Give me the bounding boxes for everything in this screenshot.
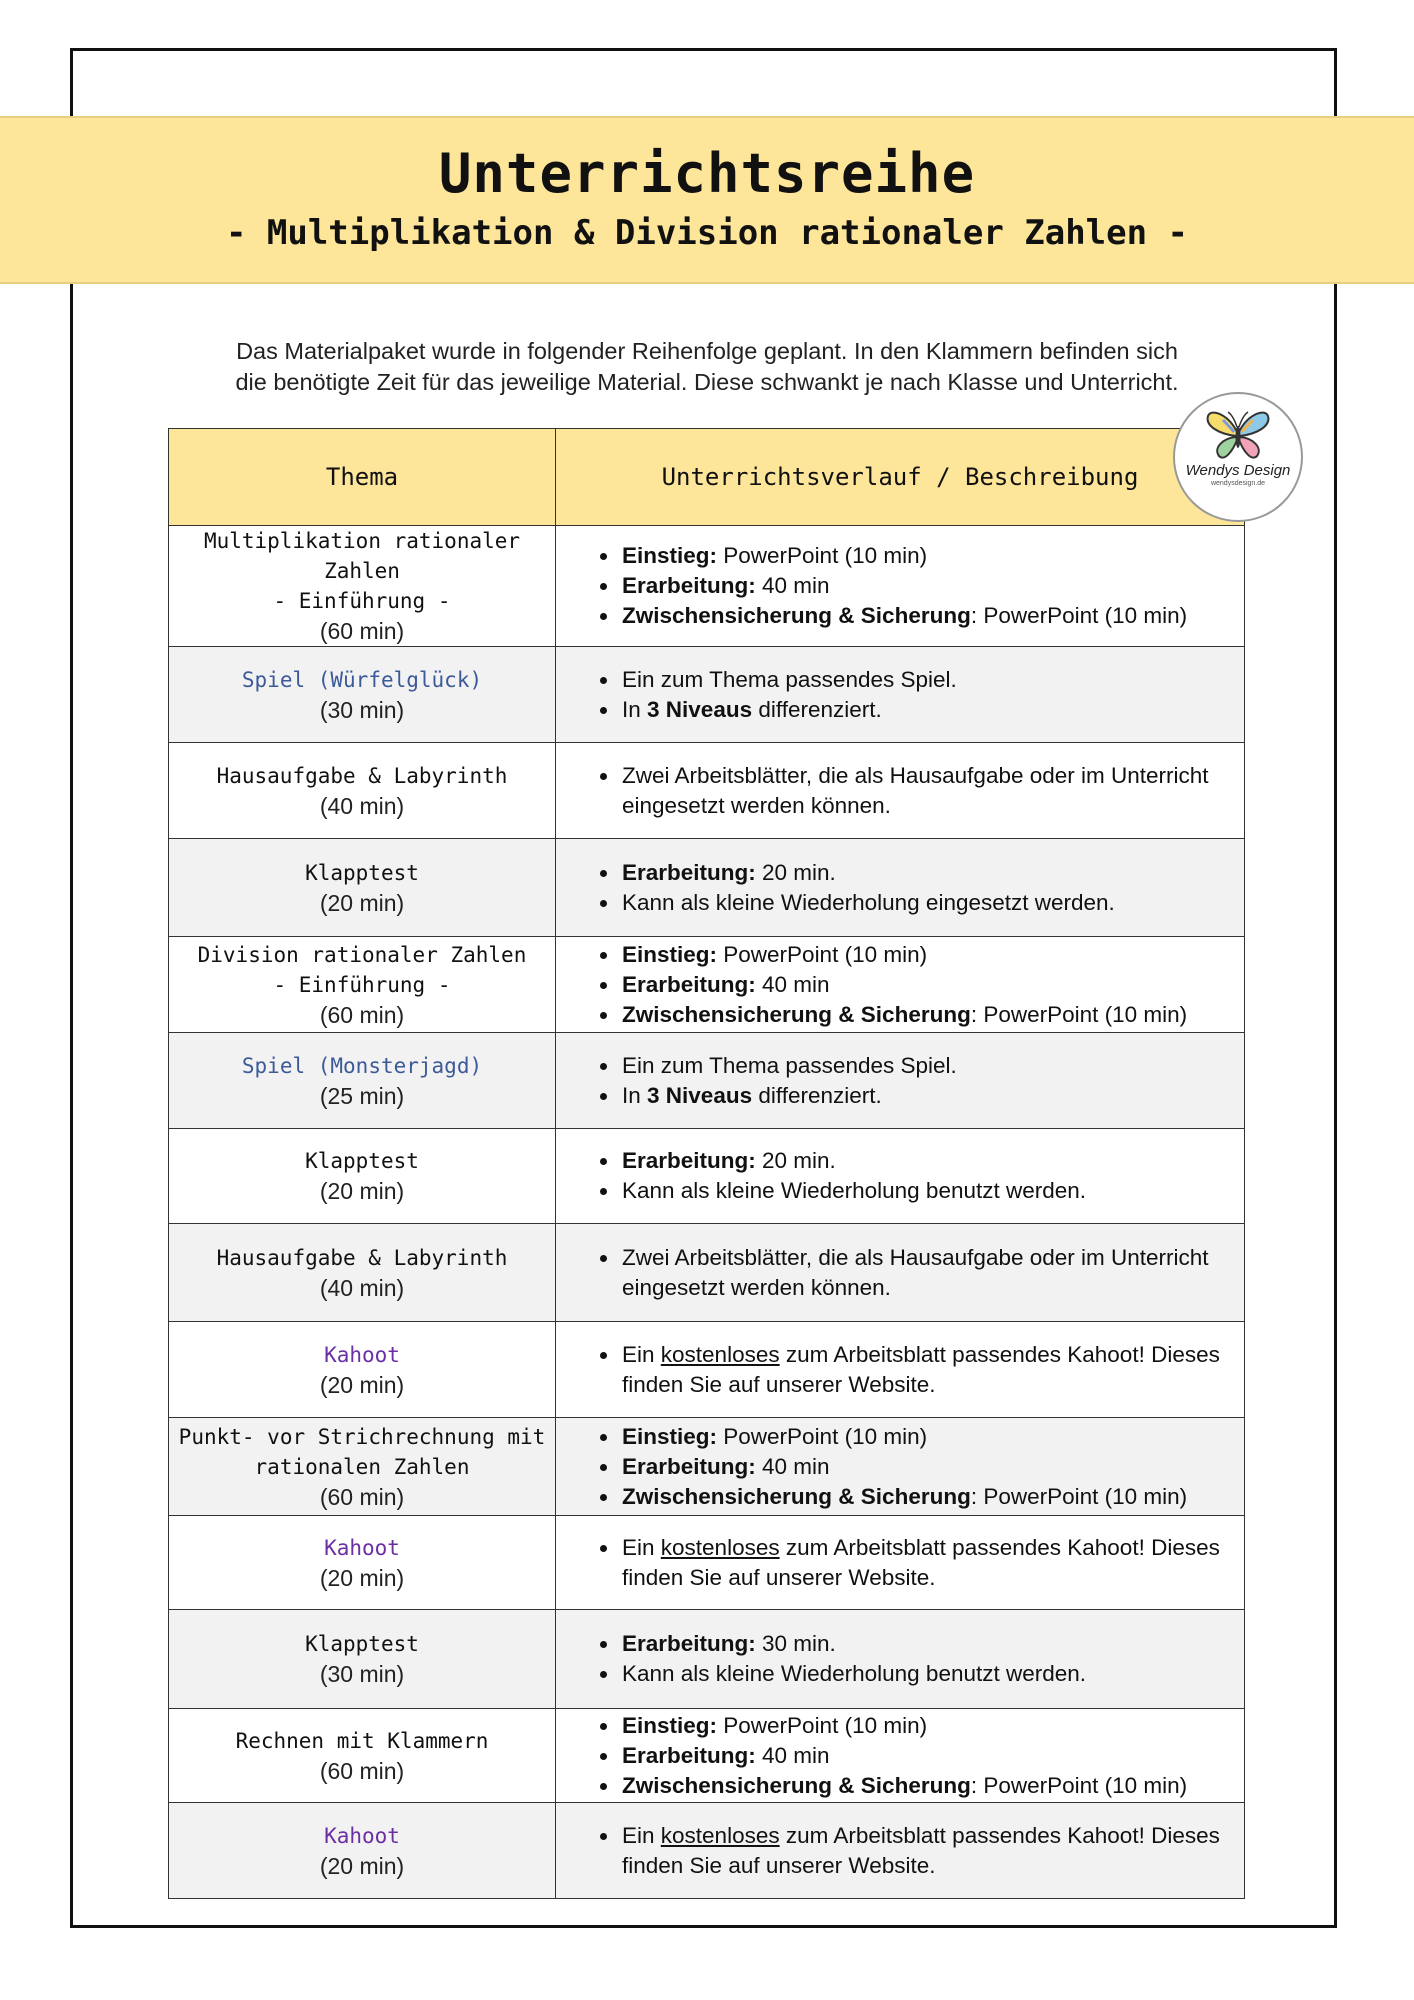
item-label: Einstieg:: [622, 1712, 718, 1738]
item-label: Zwischensicherung & Sicherung: [622, 1001, 971, 1027]
item-label: Zwischensicherung & Sicherung: [622, 603, 971, 628]
item-emphasis: kostenloses: [660, 1534, 780, 1560]
topic-line: - Einführung -: [273, 972, 451, 997]
topic-text: [169, 1533, 555, 1593]
description-item: [620, 1176, 1244, 1206]
item-label: Einstieg:: [622, 543, 718, 568]
topic-line: Kahoot: [324, 1342, 400, 1367]
description-list: [556, 1821, 1244, 1881]
table-body: [169, 526, 1245, 1899]
intro-text: [140, 336, 1274, 398]
description-cell: [556, 1610, 1245, 1709]
description-list: [556, 1533, 1244, 1593]
table-row: [169, 1803, 1245, 1899]
description-list: [556, 541, 1244, 631]
description-list: [556, 1051, 1244, 1111]
topic-cell: [169, 743, 556, 839]
table-header-row: [169, 429, 1245, 526]
description-item: [620, 541, 1244, 571]
description-cell: [556, 1129, 1245, 1224]
description-cell: [556, 1516, 1245, 1610]
description-item: [620, 1771, 1244, 1801]
description-list: [556, 1340, 1244, 1400]
description-list: [556, 858, 1244, 918]
item-text: : PowerPoint (10 min): [970, 1483, 1188, 1509]
item-label: Zwischensicherung & Sicherung: [622, 1772, 971, 1798]
item-text: 40 min: [755, 971, 830, 997]
item-label: Einstieg:: [622, 941, 718, 967]
item-text: : PowerPoint (10 min): [970, 603, 1188, 628]
item-label: 3 Niveaus: [647, 696, 753, 722]
description-item: [620, 761, 1244, 821]
description-item: [620, 665, 1244, 695]
topic-text: [169, 858, 555, 918]
topic-duration: (60 min): [319, 618, 405, 644]
topic-line: Multiplikation rationaler Zahlen: [203, 529, 521, 583]
table-row: [169, 743, 1245, 839]
description-cell: [556, 1224, 1245, 1322]
table-row: [169, 1322, 1245, 1418]
description-list: [556, 665, 1244, 725]
table-row: [169, 1610, 1245, 1709]
description-item: [620, 1741, 1244, 1771]
logo-name: Wendys Design: [1185, 462, 1291, 479]
description-cell: [556, 1418, 1245, 1516]
topic-duration: (40 min): [319, 792, 405, 819]
topic-duration: (40 min): [319, 1274, 405, 1301]
topic-duration: (25 min): [319, 1082, 405, 1109]
topic-duration: (60 min): [319, 1757, 405, 1784]
topic-duration: (60 min): [319, 1001, 405, 1028]
item-text: 40 min: [755, 573, 830, 598]
item-text: 30 min.: [755, 1631, 836, 1656]
topic-line: Spiel (Monsterjagd): [241, 1053, 483, 1078]
column-header-topic: Thema: [169, 429, 556, 526]
description-cell: [556, 743, 1245, 839]
topic-line: Rechnen mit Klammern: [235, 1728, 489, 1753]
table-row: [169, 839, 1245, 937]
item-label: Erarbeitung:: [622, 1453, 756, 1479]
item-text: : PowerPoint (10 min): [970, 1772, 1188, 1798]
topic-duration: (30 min): [319, 696, 405, 723]
description-cell: [556, 1709, 1245, 1803]
description-item: [620, 1452, 1244, 1482]
description-list: [556, 1422, 1244, 1512]
topic-line: Klapptest: [305, 1632, 419, 1656]
description-item: [620, 1340, 1244, 1400]
lesson-plan-table: [168, 428, 1245, 1899]
description-list: [556, 761, 1244, 821]
item-text: Zwei Arbeitsblätter, die als Hausaufgabe oder im Unterricht eingesetzt werden können.: [622, 1244, 1209, 1300]
item-text: 20 min.: [755, 1148, 836, 1173]
topic-cell: [169, 839, 556, 937]
topic-text: [169, 1146, 555, 1206]
topic-line: Division rationaler Zahlen: [197, 942, 527, 967]
description-item: [620, 888, 1244, 918]
description-item: [620, 940, 1244, 970]
table-row: [169, 1516, 1245, 1610]
item-text: zum Arbeitsblatt passendes Kahoot! Dieses finden Sie auf unserer Website.: [622, 1822, 1220, 1878]
topic-text: [169, 1726, 555, 1786]
topic-text: [169, 1340, 555, 1400]
topic-line: - Einführung -: [273, 589, 451, 613]
description-list: [556, 1243, 1244, 1303]
item-label: Erarbeitung:: [622, 1148, 756, 1173]
topic-cell: [169, 1516, 556, 1610]
topic-text: [169, 761, 555, 821]
description-list: [556, 940, 1244, 1030]
item-prefix: In: [622, 1082, 648, 1108]
intro-line: die benötigte Zeit für das jeweilige Material. Diese schwankt je nach Klasse und Unterricht.: [235, 369, 1179, 395]
item-text: Zwei Arbeitsblätter, die als Hausaufgabe oder im Unterricht eingesetzt werden können.: [622, 762, 1209, 818]
item-label: Erarbeitung:: [622, 1631, 756, 1656]
title-banner: [0, 116, 1414, 284]
topic-cell: [169, 1129, 556, 1224]
item-emphasis: kostenloses: [660, 1822, 780, 1848]
topic-line: Klapptest: [305, 1149, 419, 1173]
table-row: [169, 526, 1245, 647]
description-cell: [556, 1803, 1245, 1899]
table-row: [169, 1129, 1245, 1224]
topic-text: [169, 1243, 555, 1303]
description-item: [620, 1629, 1244, 1659]
topic-cell: [169, 1610, 556, 1709]
topic-duration: (20 min): [319, 1564, 405, 1591]
topic-duration: (60 min): [319, 1483, 405, 1510]
topic-duration: (30 min): [319, 1661, 405, 1687]
topic-text: [169, 940, 555, 1030]
item-text: zum Arbeitsblatt passendes Kahoot! Dieses finden Sie auf unserer Website.: [622, 1534, 1220, 1590]
topic-duration: (20 min): [319, 1178, 405, 1204]
description-cell: [556, 839, 1245, 937]
description-cell: [556, 526, 1245, 647]
item-prefix: Ein: [622, 1822, 661, 1848]
topic-line: rationalen Zahlen: [254, 1454, 470, 1479]
item-text: 40 min: [755, 1742, 830, 1768]
item-prefix: Ein: [622, 1341, 661, 1367]
description-item: [620, 858, 1244, 888]
item-label: Erarbeitung:: [622, 573, 756, 598]
item-text: Kann als kleine Wiederholung benutzt werden.: [622, 1661, 1087, 1686]
description-list: [556, 1711, 1244, 1801]
topic-cell: [169, 526, 556, 647]
topic-line: Hausaufgabe & Labyrinth: [216, 1245, 508, 1270]
description-list: [556, 1146, 1244, 1206]
topic-cell: [169, 1418, 556, 1516]
intro-line: Das Materialpaket wurde in folgender Reihenfolge geplant. In den Klammern befinden sich: [236, 338, 1178, 364]
item-text: PowerPoint (10 min): [717, 543, 928, 568]
page-subtitle: - Multiplikation & Division rationaler Zahlen -: [225, 213, 1189, 253]
description-item: [620, 1711, 1244, 1741]
item-emphasis: kostenloses: [660, 1341, 780, 1367]
description-cell: [556, 647, 1245, 743]
item-text: Kann als kleine Wiederholung benutzt werden.: [622, 1178, 1087, 1203]
column-header-description: Unterrichtsverlauf / Beschreibung: [556, 429, 1245, 526]
topic-cell: [169, 1322, 556, 1418]
topic-line: Klapptest: [305, 860, 419, 885]
item-prefix: Ein: [622, 1534, 661, 1560]
topic-duration: (20 min): [319, 1371, 405, 1398]
item-label: Erarbeitung:: [622, 971, 756, 997]
topic-cell: [169, 937, 556, 1033]
description-item: [620, 695, 1244, 725]
topic-cell: [169, 1033, 556, 1129]
topic-text: [169, 665, 555, 725]
table-row: [169, 647, 1245, 743]
description-cell: [556, 937, 1245, 1033]
topic-cell: [169, 1709, 556, 1803]
item-text: differenziert.: [752, 1082, 882, 1108]
description-item: [620, 1422, 1244, 1452]
logo-url: wendysdesign.de: [1210, 480, 1266, 487]
item-text: PowerPoint (10 min): [717, 941, 928, 967]
table-row: [169, 1709, 1245, 1803]
description-cell: [556, 1322, 1245, 1418]
item-prefix: In: [622, 696, 648, 722]
item-label: Erarbeitung:: [622, 1742, 756, 1768]
table-row: [169, 1033, 1245, 1129]
topic-duration: (20 min): [319, 1852, 405, 1879]
description-item: [620, 970, 1244, 1000]
item-text: PowerPoint (10 min): [717, 1712, 928, 1738]
item-text: Ein zum Thema passendes Spiel.: [622, 666, 957, 692]
topic-cell: [169, 1803, 556, 1899]
description-item: [620, 571, 1244, 601]
topic-line: Kahoot: [324, 1535, 400, 1560]
butterfly-icon: [1203, 406, 1273, 464]
topic-text: [169, 1629, 555, 1689]
description-item: [620, 1533, 1244, 1593]
item-label: Erarbeitung:: [622, 859, 756, 885]
description-item: [620, 1659, 1244, 1689]
description-item: [620, 1000, 1244, 1030]
topic-text: [169, 1821, 555, 1881]
item-label: Zwischensicherung & Sicherung: [622, 1483, 971, 1509]
brand-logo: [1173, 392, 1303, 522]
topic-line: Punkt- vor Strichrechnung mit: [178, 1424, 546, 1449]
description-cell: [556, 1033, 1245, 1129]
topic-line: Kahoot: [324, 1823, 400, 1848]
table-row: [169, 1224, 1245, 1322]
table-row: [169, 1418, 1245, 1516]
item-text: Ein zum Thema passendes Spiel.: [622, 1052, 957, 1078]
topic-text: [169, 526, 555, 646]
description-item: [620, 601, 1244, 631]
description-item: [620, 1146, 1244, 1176]
topic-cell: [169, 1224, 556, 1322]
topic-text: [169, 1422, 555, 1512]
description-item: [620, 1081, 1244, 1111]
item-text: zum Arbeitsblatt passendes Kahoot! Dieses finden Sie auf unserer Website.: [622, 1341, 1220, 1397]
item-text: Kann als kleine Wiederholung eingesetzt werden.: [622, 889, 1115, 915]
item-label: 3 Niveaus: [647, 1082, 753, 1108]
description-item: [620, 1243, 1244, 1303]
topic-text: [169, 1051, 555, 1111]
table-row: [169, 937, 1245, 1033]
page-title: Unterrichtsreihe: [438, 142, 976, 205]
description-item: [620, 1051, 1244, 1081]
item-text: differenziert.: [752, 696, 882, 722]
item-text: PowerPoint (10 min): [717, 1423, 928, 1449]
description-list: [556, 1629, 1244, 1689]
description-item: [620, 1821, 1244, 1881]
description-item: [620, 1482, 1244, 1512]
item-text: : PowerPoint (10 min): [970, 1001, 1188, 1027]
item-label: Einstieg:: [622, 1423, 718, 1449]
topic-line: Hausaufgabe & Labyrinth: [216, 763, 508, 788]
item-text: 20 min.: [755, 859, 836, 885]
topic-line: Spiel (Würfelglück): [241, 667, 483, 692]
topic-duration: (20 min): [319, 889, 405, 916]
item-text: 40 min: [755, 1453, 830, 1479]
topic-cell: [169, 647, 556, 743]
